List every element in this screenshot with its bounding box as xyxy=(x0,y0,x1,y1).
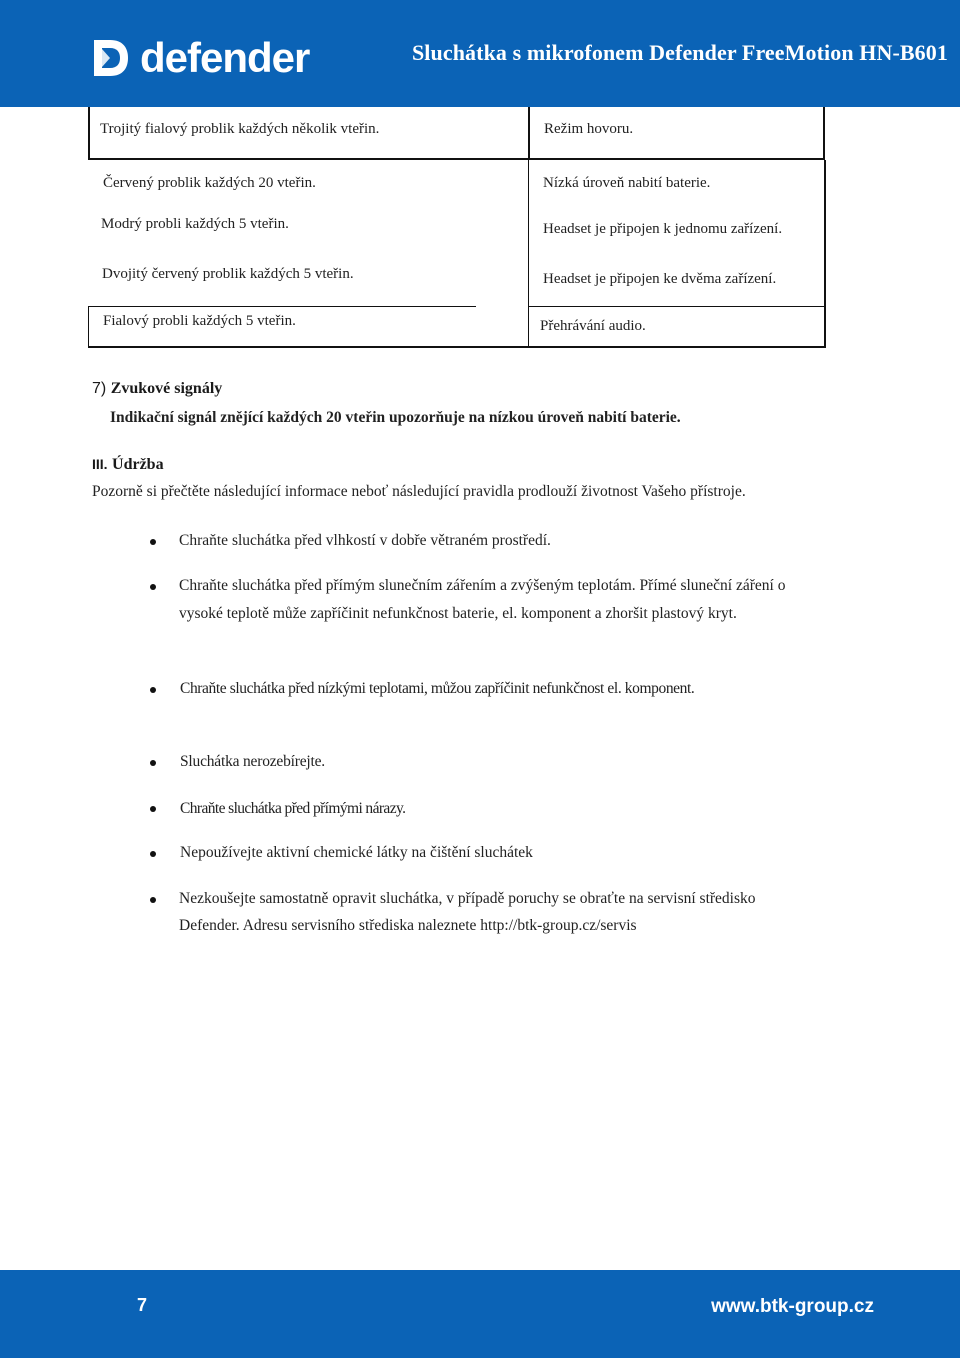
section-title: Údržba xyxy=(112,456,164,473)
bullet-icon xyxy=(150,687,156,693)
maintenance-intro: Pozorně si přečtěte následující informace neboť následující pravidla prodlouží životnost Vašeho přístroje. xyxy=(92,483,746,500)
list-item: Chraňte sluchátka před přímými nárazy. xyxy=(180,800,406,817)
bullet-icon xyxy=(150,584,156,590)
sound-signal-text: Indikační signál znějící každých 20 vteřin upozorňuje na nízkou úroveň nabití baterie. xyxy=(110,409,681,426)
section-title: Zvukové signály xyxy=(110,380,223,397)
table-border xyxy=(88,346,826,348)
table-row: Režim hovoru. xyxy=(544,121,634,137)
bullet-icon xyxy=(150,539,156,545)
table-row: Dvojitý červený problik každých 5 vteřin. xyxy=(102,266,354,282)
list-item: Chraňte sluchátka před vlhkostí v dobře větraném prostředí. xyxy=(179,532,551,549)
list-item: Sluchátka nerozebírejte. xyxy=(180,753,325,770)
table-row: Nízká úroveň nabití baterie. xyxy=(543,175,711,191)
table-border xyxy=(823,107,825,160)
website-link[interactable]: www.btk-group.cz xyxy=(711,1296,874,1317)
page-footer xyxy=(0,1270,960,1358)
bullet-icon xyxy=(150,760,156,766)
defender-logo-icon xyxy=(90,36,132,80)
bullet-icon xyxy=(150,806,156,812)
defender-logo xyxy=(90,36,309,80)
list-item: Chraňte sluchátka před přímým slunečním zářením a zvýšeným teplotám. Přímé sluneční záření o xyxy=(179,577,786,594)
section-number: III. xyxy=(92,456,108,472)
table-border xyxy=(88,107,90,159)
table-row: Fialový probli každých 5 vteřin. xyxy=(103,313,296,329)
brand-name: defender xyxy=(140,34,310,81)
table-border xyxy=(528,107,530,160)
table-border xyxy=(824,160,826,348)
list-item-continued: vysoké teplotě může zapříčinit nefunkčnost baterie, el. komponent a zhoršit plastový kryt. xyxy=(179,605,737,622)
table-row: Červený problik každých 20 vteřin. xyxy=(103,175,316,191)
list-item-continued: Defender. Adresu servisního střediska naleznete http://btk-group.cz/servis xyxy=(179,917,637,934)
list-item: Nepoužívejte aktivní chemické látky na čištění sluchátek xyxy=(180,844,533,861)
table-row: Modrý probli každých 5 vteřin. xyxy=(101,216,289,232)
table-border xyxy=(88,158,824,160)
list-item: Chraňte sluchátka před nízkými teplotami, můžou zapříčinit nefunkčnost el. komponent. xyxy=(180,680,695,697)
table-border xyxy=(528,160,529,348)
table-row: Headset je připojen ke dvěma zařízení. xyxy=(543,271,777,287)
list-item: Nezkoušejte samostatně opravit sluchátka, v případě poruchy se obraťte na servisní středisko xyxy=(179,890,756,907)
table-row: Headset je připojen k jednomu zařízení. xyxy=(543,221,783,237)
table-border xyxy=(528,306,824,307)
table-row: Přehrávání audio. xyxy=(540,318,646,334)
table-row: Trojitý fialový problik každých několik vteřin. xyxy=(100,121,380,137)
bullet-icon xyxy=(150,851,156,857)
page-number: 7 xyxy=(137,1295,148,1315)
document-title: Sluchátka s mikrofonem Defender FreeMotion HN-B601 xyxy=(411,40,948,65)
table-border xyxy=(88,306,476,307)
section-number: 7) xyxy=(92,380,107,397)
table-border xyxy=(88,306,89,346)
section-heading-maintenance xyxy=(92,456,164,474)
page-header xyxy=(0,0,960,107)
section-heading-sound xyxy=(92,380,222,398)
bullet-icon xyxy=(150,897,156,903)
